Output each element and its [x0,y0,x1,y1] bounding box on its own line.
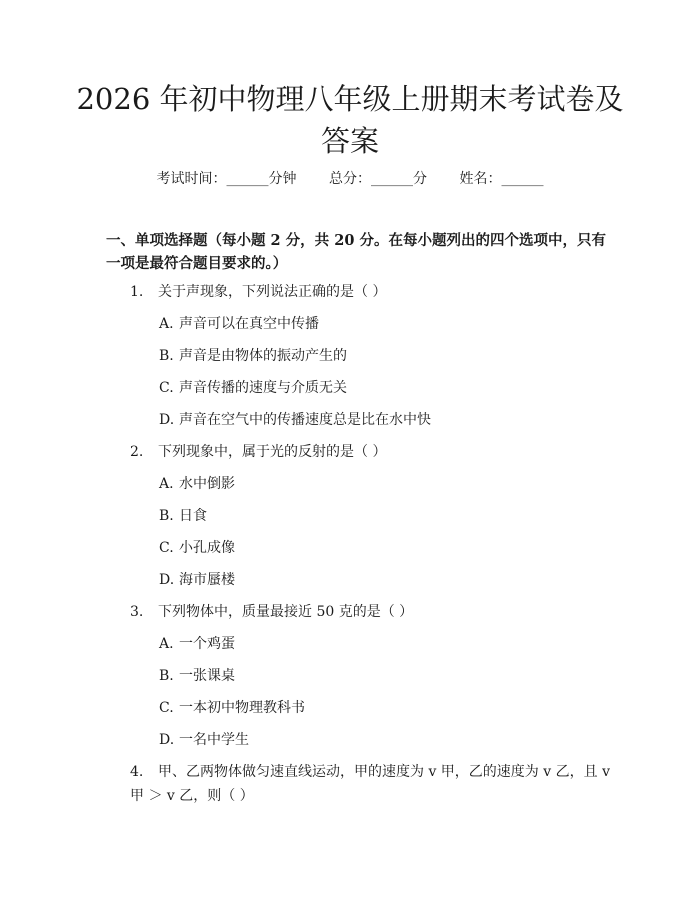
option-text: 水中倒影 [179,476,235,492]
option-1a [159,313,319,333]
question-text: 下列现象中，属于光的反射的是（ ） [158,444,387,460]
option-text: 声音在空气中的传播速度总是比在水中快 [179,412,431,428]
option-text: 声音可以在真空中传播 [179,316,319,332]
option-2b [159,505,207,525]
page-title: 2026 年初中物理八年级上册期末考试卷及答案 [76,82,624,158]
option-3b [159,665,235,685]
question-number: 2. [130,444,144,460]
option-3c [159,697,305,717]
option-text: 海市蜃楼 [179,572,235,588]
option-2d [159,569,235,589]
option-2a [159,473,235,493]
option-text: 一名中学生 [179,732,249,748]
question-3 [130,601,413,621]
question-2 [130,441,386,461]
option-1c [159,377,347,397]
option-1d [159,409,431,429]
option-text: 小孔成像 [179,540,235,556]
total-score-label: 总分：______分 [329,171,427,187]
option-3d [159,729,249,749]
exam-meta [0,168,700,188]
option-letter: D. [159,732,175,748]
exam-time-label: 考试时间：______分钟 [156,171,297,187]
option-text: 一个鸡蛋 [179,636,235,652]
question-text: 甲、乙两物体做匀速直线运动，甲的速度为 v 甲，乙的速度为 v 乙，且 v 甲 ＞ v 乙，则（ ） [130,764,610,804]
option-text: 声音是由物体的振动产生的 [179,348,347,364]
question-4 [130,760,610,808]
question-text: 关于声现象，下列说法正确的是（ ） [158,284,387,300]
option-3a [159,633,235,653]
option-text: 日食 [179,508,207,524]
question-number: 1. [130,284,144,300]
option-letter: A. [159,316,174,332]
option-1b [159,345,347,365]
option-2c [159,537,235,557]
option-text: 声音传播的速度与介质无关 [179,380,347,396]
section-heading: 一、单项选择题（每小题 2 分，共 20 分。在每小题列出的四个选项中，只有一项是最符合题目要求的。） [106,232,606,272]
option-letter: A. [159,476,174,492]
option-letter: D. [159,412,175,428]
question-1 [130,281,386,301]
question-number: 4. [130,764,144,780]
option-letter: A. [159,636,174,652]
student-name-label: 姓名：______ [459,171,544,187]
option-letter: C. [159,540,174,556]
option-letter: B. [159,348,174,364]
question-number: 3. [130,604,144,620]
option-text: 一本初中物理教科书 [179,700,305,716]
option-letter: C. [159,380,174,396]
question-text: 下列物体中，质量最接近 50 克的是（ ） [158,604,414,620]
option-letter: B. [159,668,174,684]
option-letter: D. [159,572,175,588]
option-letter: B. [159,508,174,524]
option-text: 一张课桌 [179,668,235,684]
option-letter: C. [159,700,174,716]
